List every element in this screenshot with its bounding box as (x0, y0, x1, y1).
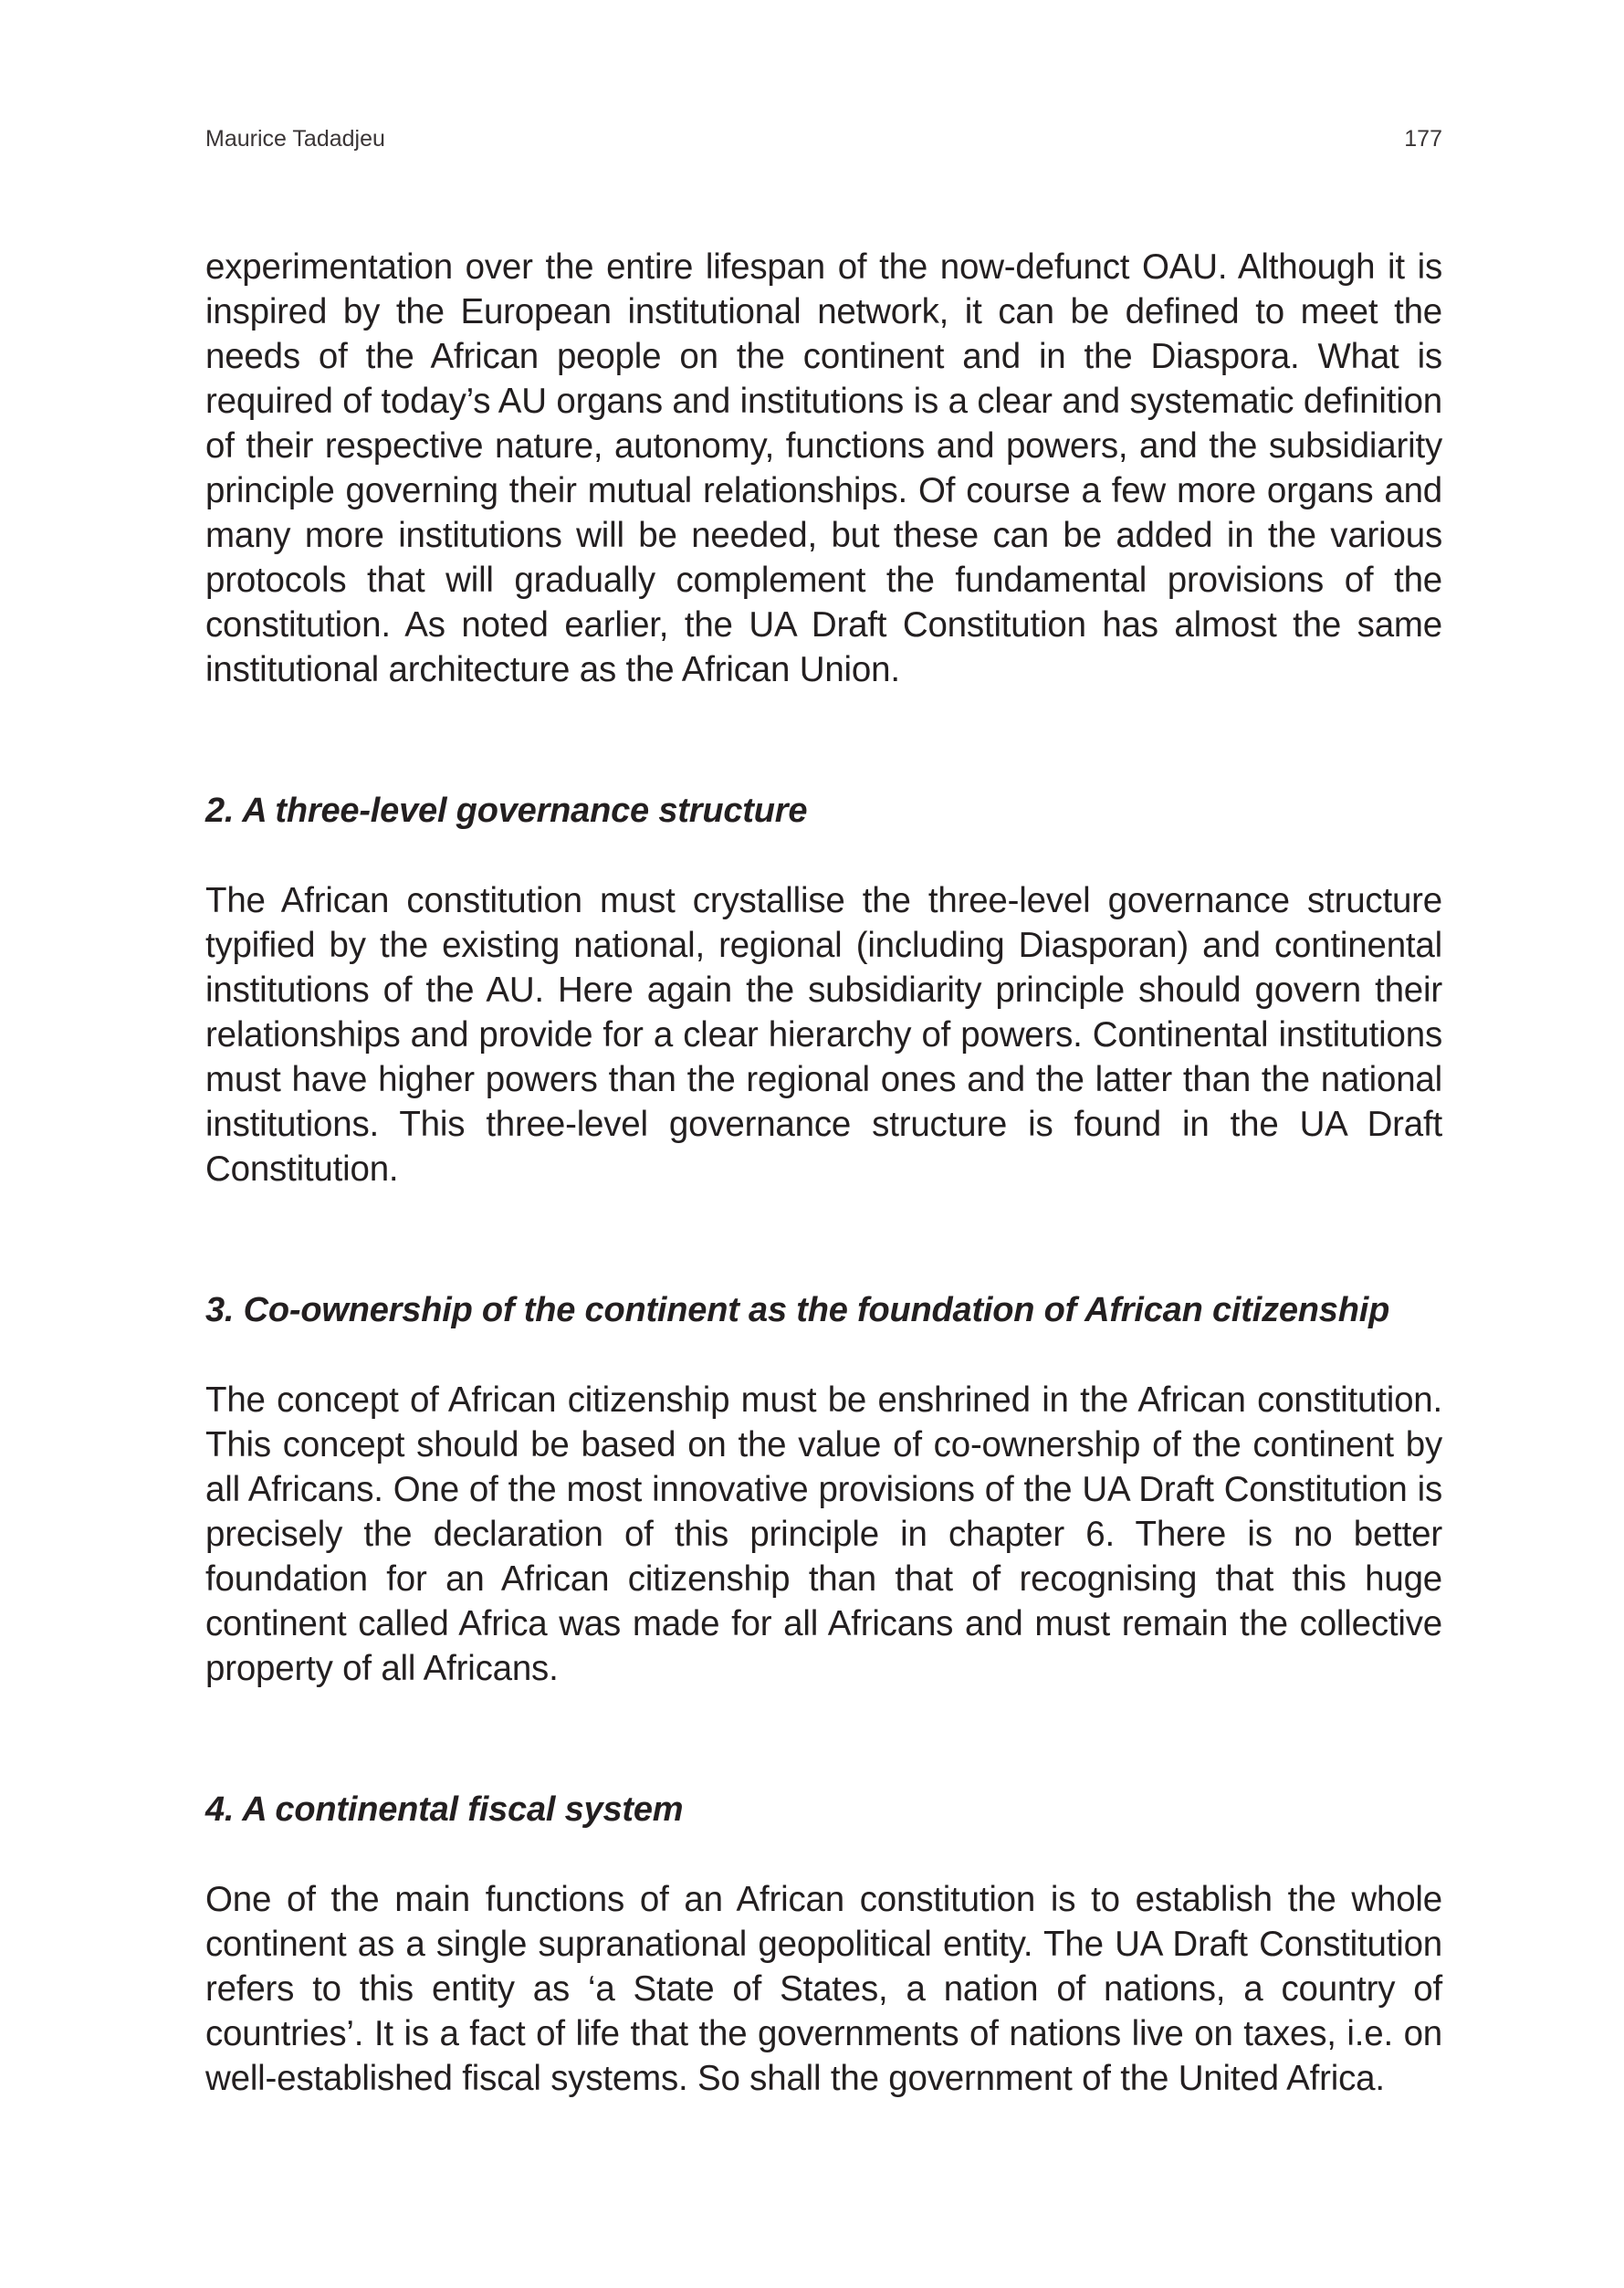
section-paragraph-fiscal: One of the main functions of an African constitution is to establish the whole continent as a single supranational geopolitical entity. The UA Draft Constitution refers to this entity as ‘a State of States, a nation of nations, a country of countries’. It is a fact of life that the governments of nations live on taxes, i.e. on well-established fiscal systems. So shall the government of the United Africa. (205, 1880, 1442, 2098)
running-head-author: Maurice Tadadjeu (205, 126, 385, 152)
section-heading-citizenship: 3. Co-ownership of the continent as the foundation of African citizenship (205, 1291, 1390, 1329)
body-text (205, 245, 1442, 2101)
section-paragraph-citizenship: The concept of African citizenship must be enshrined in the African constitution. This concept should be based on the value of co-ownership of the continent by all Africans. One of the most innovative provisions of the UA Draft Constitution is precisely the declaration of this principle in chapter 6. There is no better foundation for an African citizenship than that of recognising that this huge continent called Africa was made for all Africans and must remain the collective property of all Africans. (205, 1380, 1442, 1688)
page-number: 177 (1404, 126, 1442, 152)
intro-paragraph: experimentation over the entire lifespan of the now-defunct OAU. Although it is inspired by the European institutional network, it can be defined to meet the needs of the African people on the continent and in the Diaspora. What is required of today’s AU organs and institutions is a clear and systematic definition of their respective nature, autonomy, functions and powers, and the subsidiarity principle governing their mutual relationships. Of course a few more organs and many more institutions will be needed, but these can be added in the various protocols that will gradually complement the fundamental provisions of the constitution. As noted earlier, the UA Draft Constitution has almost the same institutional architecture as the African Union. (205, 247, 1442, 689)
section-heading-governance: 2. A three-level governance structure (205, 792, 808, 830)
running-head (205, 126, 1442, 155)
section-paragraph-governance: The African constitution must crystallise the three-level governance structure typified by the existing national, regional (including Diasporan) and continental institutions of the AU. Here again the subsidiarity principle should govern their relationships and provide for a clear hierarchy of powers. Continental institutions must have higher powers than the regional ones and the latter than the national institutions. This three-level governance structure is found in the UA Draft Constitution. (205, 881, 1442, 1189)
section-heading-fiscal: 4. A continental fiscal system (205, 1790, 684, 1829)
